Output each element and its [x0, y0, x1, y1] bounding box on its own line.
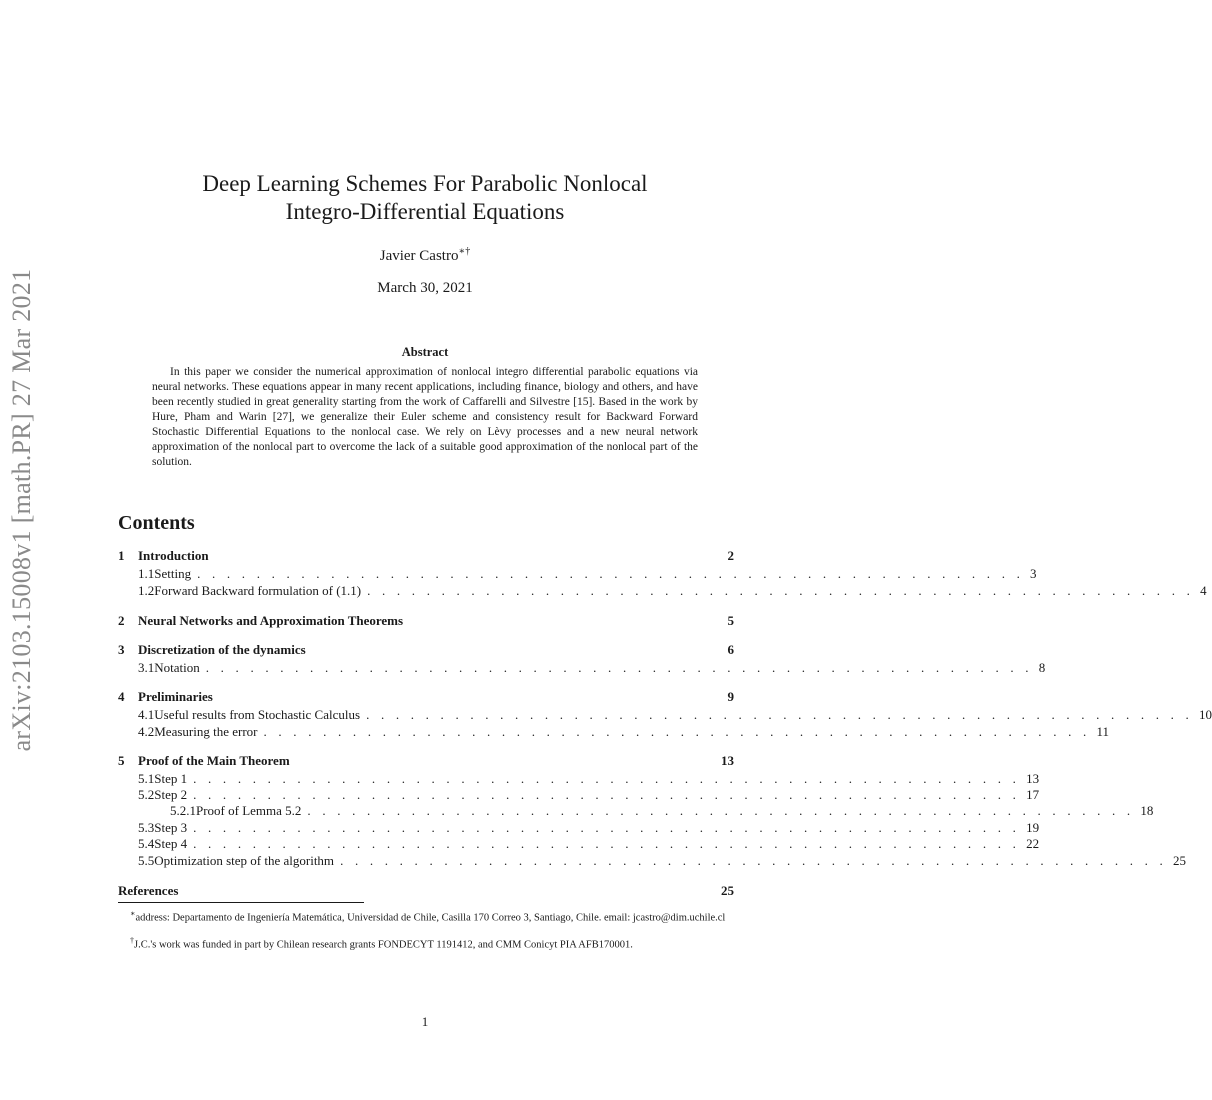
paper-title — [150, 170, 700, 226]
toc-page: 9 — [727, 689, 734, 704]
toc-page: 2 — [727, 548, 734, 563]
author-name: Javier Castro — [379, 248, 459, 264]
toc-page: 25 — [721, 883, 734, 898]
toc-number: 1.2 — [138, 583, 155, 598]
toc-number: 4 — [118, 689, 125, 704]
abstract-heading: Abstract — [401, 345, 449, 359]
toc-page: 10 — [1199, 707, 1212, 722]
toc-leader: . . . . . . . . . . . . . . . . . . . . . . . . . . . . . . . . . . . . . . . . . . . . . . . . . . . . . . . . — [193, 787, 1021, 802]
title-line-2: Integro-Differential Equations — [285, 199, 565, 224]
footnote-rule — [118, 902, 364, 903]
toc-number: 3 — [118, 642, 125, 657]
toc-label: Proof of the Main Theorem — [138, 753, 290, 768]
date: March 30, 2021 — [377, 280, 473, 296]
toc-page: 17 — [1026, 787, 1040, 802]
toc-page: 5 — [727, 613, 734, 628]
toc-page: 13 — [721, 753, 734, 768]
toc-leader: . . . . . . . . . . . . . . . . . . . . . . . . . . . . . . . . . . . . . . . . . . . . . . . . . . . . . . . . — [340, 853, 1168, 868]
toc-entry[interactable] — [118, 565, 1037, 583]
toc-label: Step 2 — [154, 787, 188, 802]
toc-leader: . . . . . . . . . . . . . . . . . . . . . . . . . . . . . . . . . . . . . . . . . . . . . . . . . . . . . . . . — [193, 771, 1021, 786]
toc-page: 19 — [1026, 820, 1040, 835]
toc-entry[interactable] — [118, 659, 1046, 677]
toc-number: 4.2 — [138, 724, 155, 739]
toc-label: Measuring the error — [154, 724, 258, 739]
toc-entry[interactable] — [118, 688, 734, 706]
toc-number: 1.1 — [138, 566, 155, 581]
toc-leader: . . . . . . . . . . . . . . . . . . . . . . . . . . . . . . . . . . . . . . . . . . . . . . . . . . . . . . . . — [307, 803, 1135, 818]
toc-label: Optimization step of the algorithm — [154, 853, 335, 868]
page-number: 1 — [421, 1014, 429, 1029]
toc-label: Useful results from Stochastic Calculus — [154, 707, 361, 722]
toc-page: 13 — [1026, 771, 1040, 786]
toc-entry[interactable] — [118, 723, 1109, 741]
toc-number: 5.2 — [138, 787, 155, 802]
toc-label: Setting — [154, 566, 192, 581]
toc-entry[interactable] — [118, 835, 1040, 853]
toc-number: 5.2.1 — [170, 803, 196, 818]
toc-entry[interactable] — [118, 706, 1212, 724]
toc-leader: . . . . . . . . . . . . . . . . . . . . . . . . . . . . . . . . . . . . . . . . . . . . . . . . . . . . . . . . — [263, 724, 1091, 739]
toc-label: Step 1 — [154, 771, 188, 786]
toc-label: Forward Backward formulation of (1.1) — [154, 583, 362, 598]
toc-label: Neural Networks and Approximation Theorems — [138, 613, 404, 628]
toc-number: 5 — [118, 753, 125, 768]
toc-label: Discretization of the dynamics — [138, 642, 306, 657]
toc-number: 5.1 — [138, 771, 155, 786]
toc-label: Preliminaries — [138, 689, 213, 704]
footnote-1-mark: ∗ — [130, 909, 136, 918]
toc-number: 2 — [118, 613, 125, 628]
toc-leader: . . . . . . . . . . . . . . . . . . . . . . . . . . . . . . . . . . . . . . . . . . . . . . . . . . . . . . . . — [366, 707, 1194, 722]
toc-entry[interactable] — [118, 547, 734, 565]
arxiv-stamp-text: arXiv:2103.15008v1 [math.PR] 27 Mar 2021 — [7, 268, 36, 752]
toc-number: 3.1 — [138, 660, 155, 675]
footnote-1 — [118, 907, 734, 925]
toc-entry[interactable] — [118, 882, 734, 900]
toc-leader: . . . . . . . . . . . . . . . . . . . . . . . . . . . . . . . . . . . . . . . . . . . . . . . . . . . . . . . . — [367, 583, 1195, 598]
toc-number: 1 — [118, 548, 125, 563]
toc-label: Proof of Lemma 5.2 — [196, 803, 302, 818]
toc-number: 5.5 — [138, 853, 155, 868]
toc-page: 11 — [1096, 724, 1109, 739]
toc-page: 25 — [1173, 853, 1187, 868]
toc-leader: . . . . . . . . . . . . . . . . . . . . . . . . . . . . . . . . . . . . . . . . . . . . . . . . . . . . . . . . — [193, 820, 1021, 835]
toc-page: 18 — [1140, 803, 1154, 818]
toc-page: 8 — [1038, 660, 1046, 675]
toc-label: Step 3 — [154, 820, 188, 835]
toc-entry[interactable] — [118, 852, 1187, 870]
toc-number: 4.1 — [138, 707, 155, 722]
toc-label: Introduction — [138, 548, 209, 563]
abstract-text: In this paper we consider the numerical approximation of nonlocal integro differential parabolic equations via neural networks. These equations appear in many recent applications, including finance, biology and others, and have been recently studied in great generality starting from the work of Caffarelli and Silvestre [15]. Based in the work by Hure, Pham and Warin [27], we generalize their Euler scheme and consistency result for Backward Forward Stochastic Differential Equations to the nonlocal case. We rely on Lèvy processes and a new neural network approximation of the nonlocal part to overcome the lack of a suitable good approximation of the nonlocal part of the solution. — [152, 366, 698, 468]
toc-number: 5.4 — [138, 836, 155, 851]
contents-heading: Contents — [118, 512, 195, 534]
title-line-1: Deep Learning Schemes For Parabolic Nonlocal — [202, 171, 648, 196]
toc-page: 22 — [1026, 836, 1040, 851]
toc-leader: . . . . . . . . . . . . . . . . . . . . . . . . . . . . . . . . . . . . . . . . . . . . . . . . . . . . . . . . — [205, 660, 1033, 675]
toc-leader: . . . . . . . . . . . . . . . . . . . . . . . . . . . . . . . . . . . . . . . . . . . . . . . . . . . . . . . . — [193, 836, 1021, 851]
toc-entry[interactable] — [118, 641, 734, 659]
toc-entry[interactable] — [118, 582, 1207, 600]
toc-page: 3 — [1030, 566, 1037, 581]
toc-leader: . . . . . . . . . . . . . . . . . . . . . . . . . . . . . . . . . . . . . . . . . . . . . . . . . . . . . . . . — [197, 566, 1025, 581]
toc-number: 5.3 — [138, 820, 155, 835]
toc-label: References — [118, 883, 179, 898]
footnote-2-mark: † — [130, 936, 134, 945]
toc-entry[interactable] — [118, 802, 1154, 820]
toc-entry[interactable] — [118, 752, 734, 770]
footnote-2 — [118, 934, 734, 952]
toc-page: 4 — [1200, 583, 1207, 598]
toc-page: 6 — [727, 642, 734, 657]
author — [0, 246, 850, 265]
footnote-2-text: J.C.'s work was funded in part by Chilean research grants FONDECYT 1191412, and CMM Conicyt PIA AFB170001. — [134, 939, 633, 951]
author-footnote-marks: ∗† — [458, 246, 471, 257]
toc-entry[interactable] — [118, 612, 734, 630]
toc-label: Notation — [154, 660, 200, 675]
footnote-1-text: address: Departamento de Ingeniería Matemática, Universidad de Chile, Casilla 170 Correo 3, Santiago, Chile. email: jcastro@dim.uchile.cl — [135, 912, 726, 924]
toc-label: Step 4 — [154, 836, 188, 851]
